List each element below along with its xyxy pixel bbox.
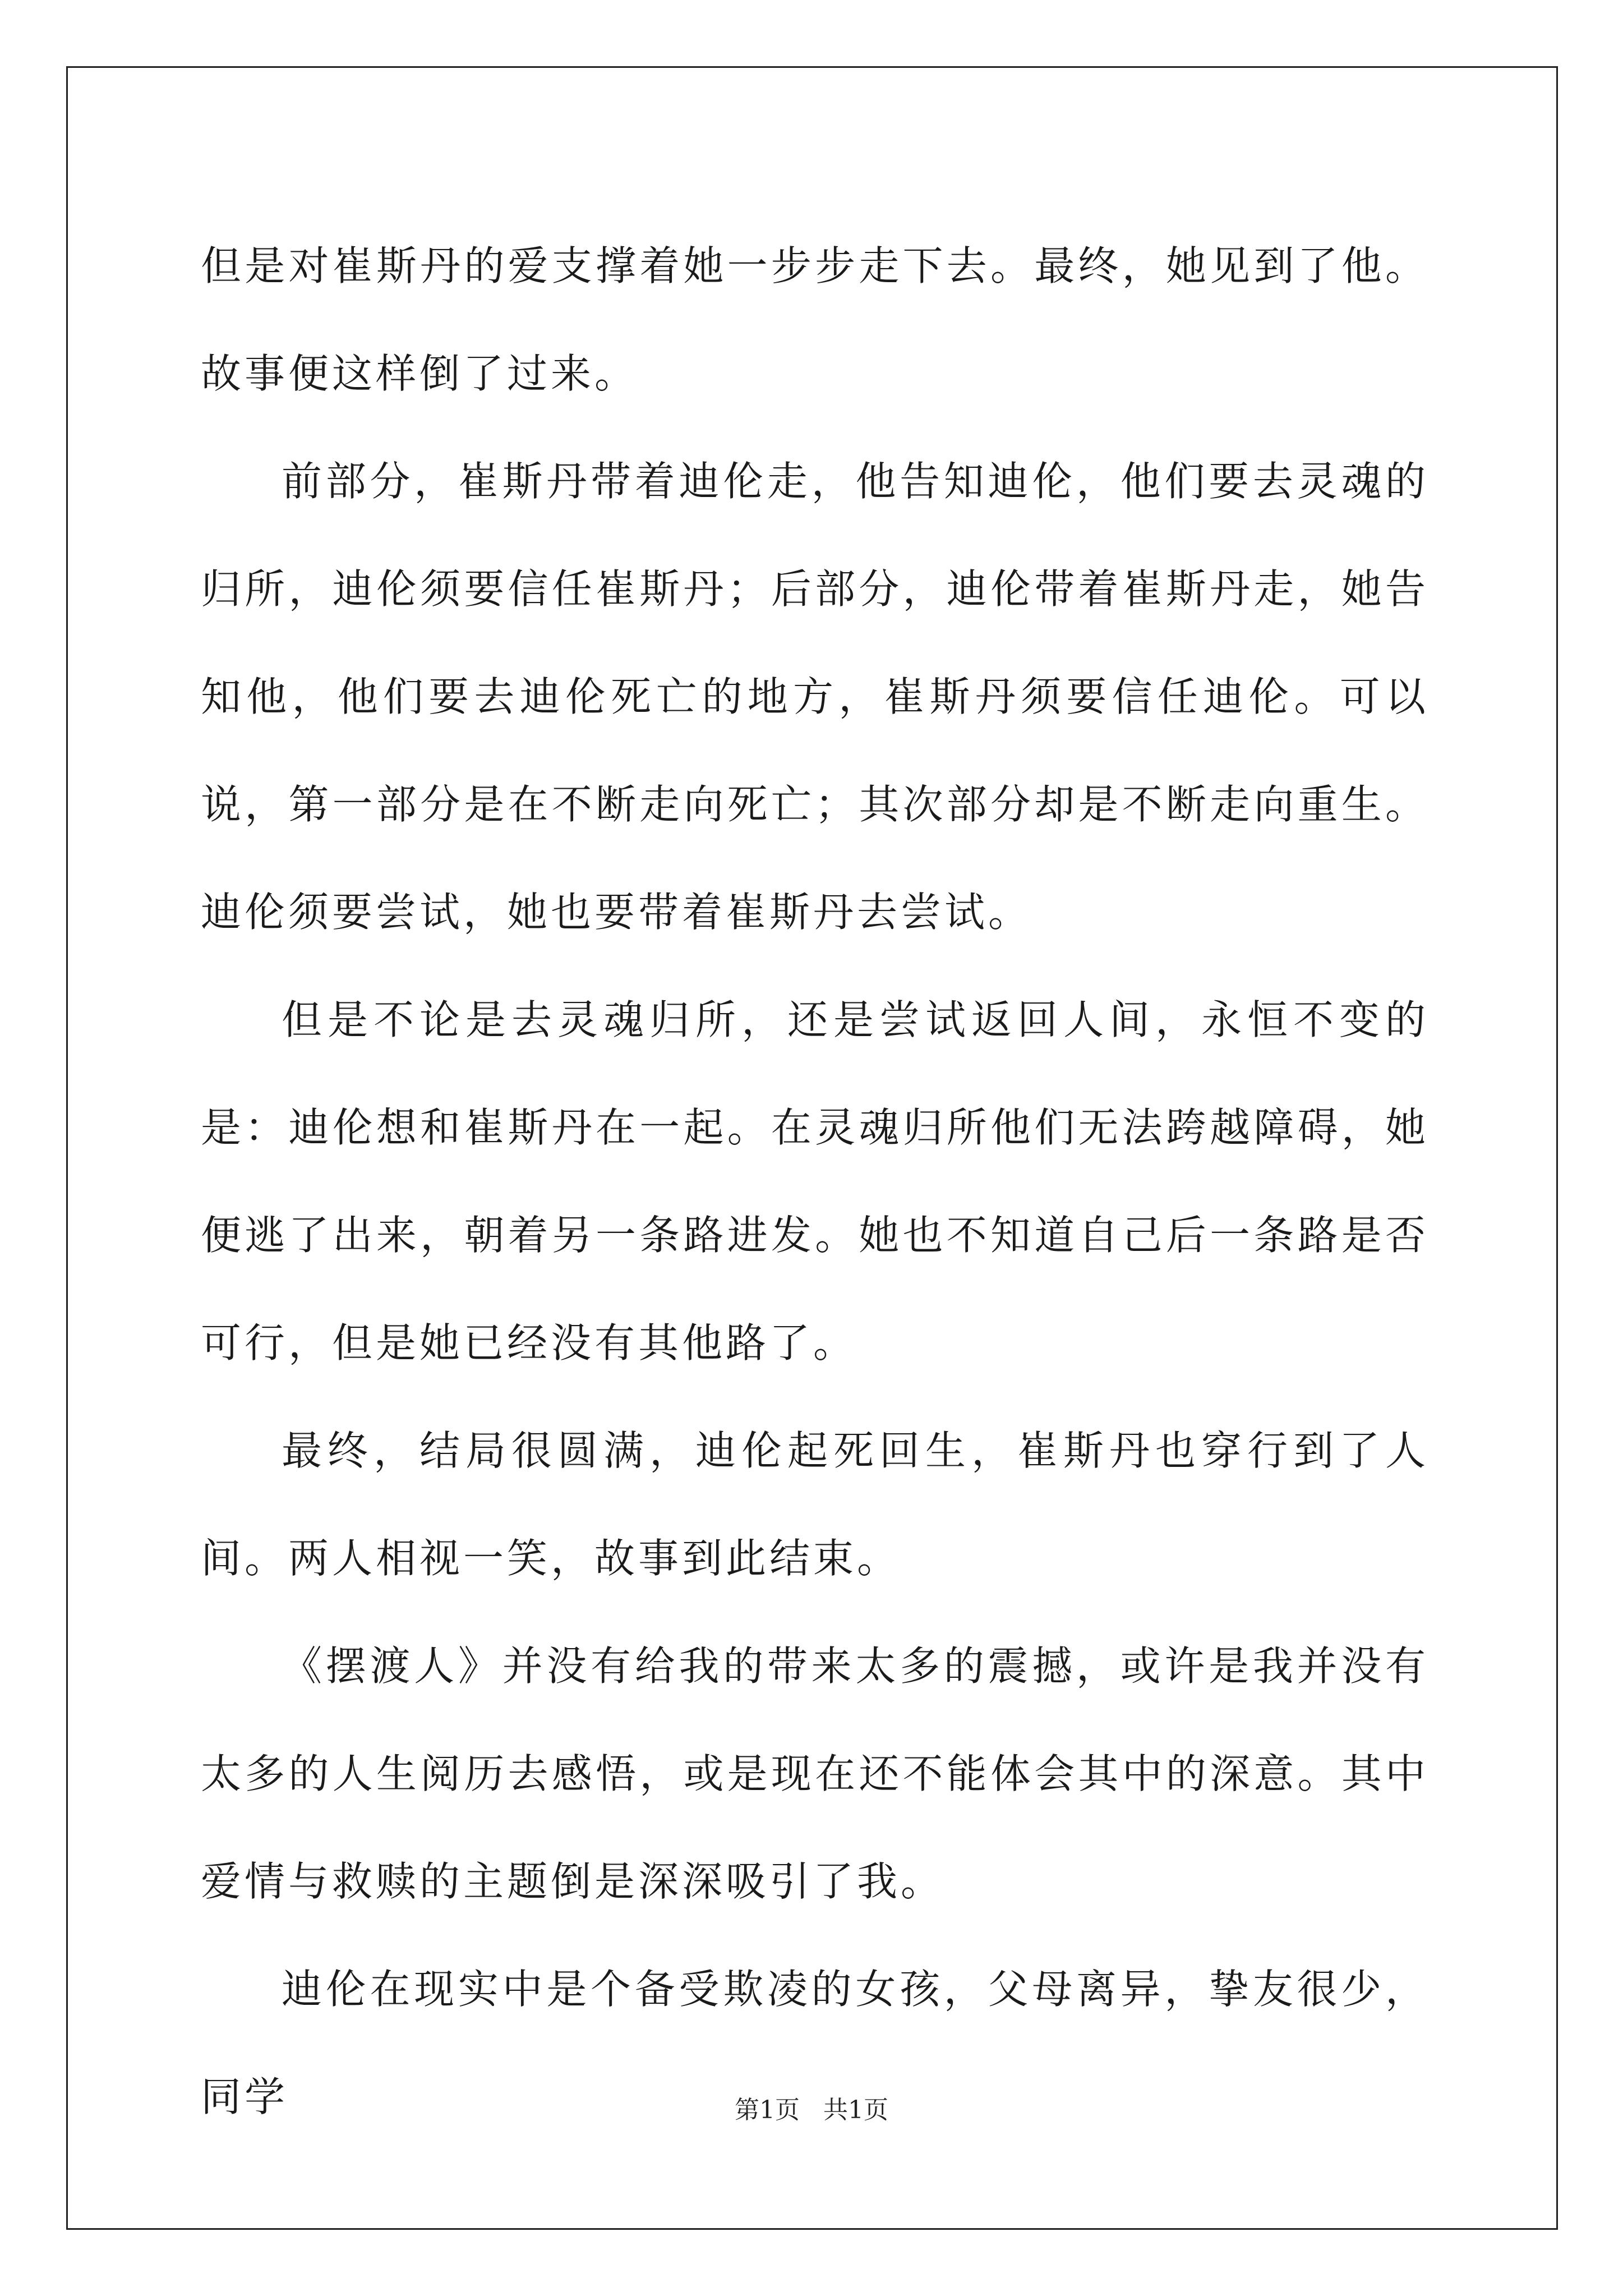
paragraph-6: 迪伦在现实中是个备受欺凌的女孩，父母离异，挚友很少，同学 (201, 1966, 1429, 2120)
paragraph-4: 最终，结局很圆满，迪伦起死回生，崔斯丹也穿行到了人间。两人相视一笑，故事到此结束。 (201, 1427, 1429, 1582)
page-number: 第1页 (735, 2096, 800, 2124)
paragraph-5: 《摆渡人》并没有给我的带来太多的震撼，或许是我并没有太多的人生阅历去感悟，或是现在还不能体会其中的深意。其中爱情与救赎的主题倒是深深吸引了我。 (201, 1642, 1429, 1905)
paragraph-3: 但是不论是去灵魂归所，还是尝试返回人间，永恒不变的是：迪伦想和崔斯丹在一起。在灵魂归所他们无法跨越障碍，她便逃了出来，朝着另一条路进发。她也不知道自己后一条路是否可行，但是她已经没有其他路了。 (201, 996, 1429, 1366)
page-footer (0, 2093, 1623, 2127)
paragraph-2: 前部分，崔斯丹带着迪伦走，他告知迪伦，他们要去灵魂的归所，迪伦须要信任崔斯丹；后部分，迪伦带着崔斯丹走，她告知他，他们要去迪伦死亡的地方，崔斯丹须要信任迪伦。可以说，第一部分是在不断走向死亡；其次部分却是不断走向重生。迪伦须要尝试，她也要带着崔斯丹去尝试。 (201, 458, 1429, 936)
paragraph-1: 但是对崔斯丹的爱支撑着她一步步走下去。最终，她见到了他。故事便这样倒了过来。 (201, 242, 1429, 397)
page-total: 共1页 (823, 2096, 888, 2124)
document-body (201, 212, 1429, 2151)
